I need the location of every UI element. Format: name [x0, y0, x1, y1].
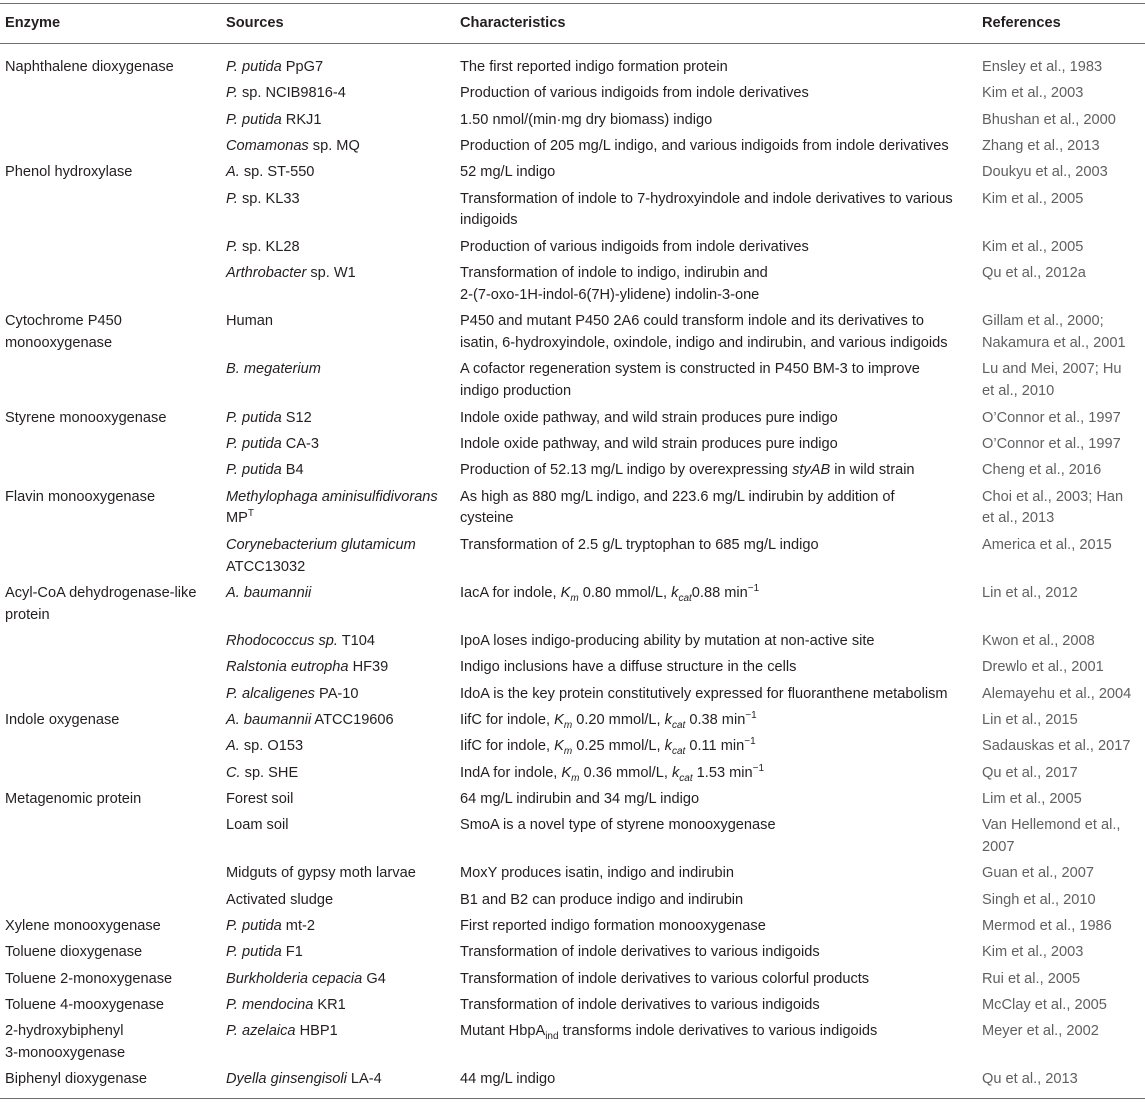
source-cell: Corynebacterium glutamicum — [226, 536, 416, 553]
enzyme-cell: Naphthalene dioxygenase — [5, 59, 174, 75]
characteristics-cell: Transformation of indole derivatives to various colorful products — [460, 970, 870, 987]
source-cell: Burkholderia cepacia G4 — [226, 970, 386, 987]
reference-cell: Rui et al., 2005 — [982, 970, 1081, 987]
source-cell: P. putida S12 — [226, 409, 312, 426]
reference-cell: America et al., 2015 — [982, 536, 1112, 553]
enzyme-cell: Cytochrome P450 — [5, 313, 122, 330]
source-cell: P. putida RKJ1 — [226, 111, 322, 128]
source-cell: P. sp. KL33 — [226, 190, 300, 207]
bottom-rule — [0, 1098, 1145, 1099]
source-cell: P. sp. KL28 — [226, 238, 300, 255]
source-cell: Activated sludge — [226, 891, 334, 908]
header-rule — [0, 43, 1145, 44]
reference-cell: Guan et al., 2007 — [982, 865, 1094, 882]
enzyme-cell: Indole oxygenase — [5, 712, 120, 728]
source-cell: A. sp. O153 — [226, 738, 304, 755]
enzyme-cell: Biphenyl dioxygenase — [5, 1071, 147, 1088]
characteristics-cell: SmoA is a novel type of styrene monooxygenase — [460, 817, 776, 834]
header-references: References — [982, 15, 1061, 31]
source-cell: A. baumannii — [226, 584, 312, 601]
characteristics-cell: Transformation of 2.5 g/L tryptophan to 685 mg/L indigo — [460, 536, 819, 553]
reference-cell: Cheng et al., 2016 — [982, 462, 1102, 479]
enzyme-cell: 3-monooxygenase — [5, 1045, 126, 1062]
characteristics-cell: indigoids — [460, 212, 518, 229]
characteristics-cell: Transformation of indole to indigo, indirubin and — [460, 265, 768, 281]
reference-cell: Qu et al., 2013 — [982, 1071, 1078, 1088]
enzyme-cell: Metagenomic protein — [5, 790, 142, 807]
source-cell: Human — [226, 313, 274, 330]
characteristics-cell: First reported indigo formation monooxygenase — [460, 918, 766, 934]
characteristics-cell: B1 and B2 can produce indigo and indirubin — [460, 891, 744, 908]
source-cell: P. putida PpG7 — [226, 59, 324, 75]
source-cell: Midguts of gypsy moth larvae — [226, 865, 416, 882]
characteristics-cell: 1.50 nmol/(min·mg dry biomass) indigo — [460, 111, 713, 128]
source-cell: Arthrobacter sp. W1 — [226, 265, 356, 281]
source-cell: Rhodococcus sp. T104 — [226, 633, 376, 650]
enzyme-cell: Styrene monooxygenase — [5, 409, 167, 426]
enzyme-cell: Flavin monooxygenase — [5, 488, 156, 505]
enzyme-cell: Toluene 2-monoxygenase — [5, 970, 173, 987]
reference-cell: Alemayehu et al., 2004 — [982, 685, 1132, 702]
reference-cell: O’Connor et al., 1997 — [982, 435, 1121, 452]
characteristics-cell: As high as 880 mg/L indigo, and 223.6 mg/L indirubin by addition of — [460, 488, 895, 505]
enzyme-cell: Phenol hydroxylase — [5, 164, 133, 181]
enzyme-cell: Xylene monooxygenase — [5, 918, 161, 934]
characteristics-cell: P450 and mutant P450 2A6 could transform indole and its derivatives to — [460, 313, 925, 330]
header-sources: Sources — [226, 15, 284, 31]
characteristics-cell: Transformation of indole derivatives to various indigoids — [460, 944, 820, 961]
characteristics-cell: Production of various indigoids from indole derivatives — [460, 85, 809, 102]
source-cell: C. sp. SHE — [226, 764, 299, 781]
characteristics-cell: Transformation of indole derivatives to various indigoids — [460, 996, 820, 1013]
reference-cell: Doukyu et al., 2003 — [982, 164, 1108, 181]
source-cell: Comamonas sp. MQ — [226, 137, 360, 154]
reference-cell: Bhushan et al., 2000 — [982, 111, 1116, 128]
characteristics-cell: indigo production — [460, 383, 572, 400]
reference-cell: Lin et al., 2012 — [982, 584, 1078, 601]
reference-cell: Mermod et al., 1986 — [982, 918, 1112, 934]
source-cell: P. putida B4 — [226, 462, 304, 479]
source-cell: $MP^T$ — [226, 508, 254, 527]
source-cell: Loam soil — [226, 817, 289, 834]
source-cell: P. putida CA-3 — [226, 435, 320, 452]
reference-cell: Ensley et al., 1983 — [982, 59, 1103, 75]
reference-cell: Choi et al., 2003; Han — [982, 488, 1124, 505]
characteristics-cell: 44 mg/L indigo — [460, 1071, 556, 1088]
reference-cell: Qu et al., 2017 — [982, 764, 1078, 781]
header-characteristics: Characteristics — [460, 15, 566, 31]
reference-cell: Gillam et al., 2000; — [982, 313, 1104, 330]
reference-cell: Lu and Mei, 2007; Hu — [982, 361, 1122, 378]
characteristics-cell: IifC for indole, $K_m$ 0.20 mmol/L, $k_{cat}$ 0.38 $\min^{-1}$ — [460, 710, 757, 731]
reference-cell: McClay et al., 2005 — [982, 996, 1107, 1013]
source-cell: P. azelaica HBP1 — [226, 1023, 338, 1040]
reference-cell: 2007 — [982, 839, 1015, 856]
characteristics-cell: IifC for indole, $K_m$ 0.25 mmol/L, $k_{cat}$ 0.11 $\min^{-1}$ — [460, 736, 756, 758]
enzyme-cell: 2-hydroxybiphenyl — [5, 1023, 124, 1040]
source-cell: A. sp. ST-550 — [226, 164, 315, 181]
enzyme-cell: monooxygenase — [5, 335, 113, 352]
characteristics-cell: Indole oxide pathway, and wild strain produces pure indigo — [460, 409, 838, 426]
characteristics-cell: cysteine — [460, 510, 514, 527]
reference-cell: Zhang et al., 2013 — [982, 137, 1100, 154]
source-cell: P. sp. NCIB9816-4 — [226, 85, 346, 102]
characteristics-cell: Production of 52.13 mg/L indigo by overexpressing styAB in wild strain — [460, 462, 915, 479]
characteristics-cell: MoxY produces isatin, indigo and indirubin — [460, 865, 734, 882]
characteristics-cell: Indole oxide pathway, and wild strain produces pure indigo — [460, 435, 838, 452]
characteristics-cell: 52 mg/L indigo — [460, 164, 556, 181]
characteristics-cell: IndA for indole, $K_m$ 0.36 mmol/L, $k_{cat}$ 1.53 $\min^{-1}$ — [460, 762, 765, 784]
characteristics-cell: Mutant HbpA$_{ind}$ transforms indole derivatives to various indigoids — [460, 1023, 878, 1043]
reference-cell: Lin et al., 2015 — [982, 712, 1078, 728]
source-cell: Dyella ginsengisoli LA-4 — [226, 1071, 382, 1088]
top-rule — [0, 3, 1145, 4]
reference-cell: et al., 2013 — [982, 510, 1055, 527]
enzyme-cell: protein — [5, 606, 50, 623]
reference-cell: Van Hellemond et al., — [982, 817, 1121, 834]
reference-cell: Lim et al., 2005 — [982, 790, 1082, 807]
reference-cell: Nakamura et al., 2001 — [982, 335, 1126, 352]
enzyme-cell: Toluene 4-mooxygenase — [5, 996, 165, 1013]
characteristics-cell: 2-(7-oxo-1H-indol-6(7H)-ylidene) indolin-3-one — [460, 286, 760, 303]
source-cell: B. megaterium — [226, 361, 321, 378]
characteristics-cell: The first reported indigo formation protein — [460, 59, 728, 75]
enzyme-cell: Acyl-CoA dehydrogenase-like — [5, 584, 197, 601]
reference-cell: Singh et al., 2010 — [982, 891, 1096, 908]
characteristics-cell: Transformation of indole to 7-hydroxyindole and indole derivatives to various — [460, 190, 953, 207]
reference-cell: Kim et al., 2005 — [982, 190, 1084, 207]
reference-cell: Kim et al., 2003 — [982, 85, 1084, 102]
source-cell: A. baumannii ATCC19606 — [226, 712, 394, 728]
reference-cell: Sadauskas et al., 2017 — [982, 738, 1131, 755]
characteristics-cell: IpoA loses indigo-producing ability by mutation at non-active site — [460, 633, 875, 650]
source-cell: Ralstonia eutropha HF39 — [226, 659, 389, 676]
reference-cell: Kwon et al., 2008 — [982, 633, 1095, 650]
characteristics-cell: A cofactor regeneration system is constructed in P450 BM-3 to improve — [460, 361, 920, 378]
header-enzyme: Enzyme — [5, 15, 61, 31]
source-cell: P. mendocina KR1 — [226, 996, 346, 1013]
characteristics-cell: IacA for indole, $K_m$ 0.80 mmol/L, $k_{cat}0.88$ $\min^{-1}$ — [460, 583, 760, 604]
reference-cell: et al., 2010 — [982, 383, 1055, 400]
characteristics-cell: isatin, 6-hydroxyindole, oxindole, indigo and indirubin, and various indigoids — [460, 335, 948, 352]
source-cell: ATCC13032 — [226, 558, 306, 575]
source-cell: Methylophaga aminisulfidivorans — [226, 488, 438, 505]
characteristics-cell: Production of various indigoids from indole derivatives — [460, 238, 809, 255]
characteristics-cell: IdoA is the key protein constitutively expressed for fluoranthene metabolism — [460, 685, 948, 702]
enzyme-cell: Toluene dioxygenase — [5, 944, 143, 961]
source-cell: P. putida F1 — [226, 944, 303, 961]
reference-cell: Kim et al., 2005 — [982, 238, 1084, 255]
characteristics-cell: Production of 205 mg/L indigo, and various indigoids from indole derivatives — [460, 137, 949, 154]
reference-cell: Meyer et al., 2002 — [982, 1023, 1099, 1040]
reference-cell: Qu et al., 2012a — [982, 265, 1086, 281]
characteristics-cell: Indigo inclusions have a diffuse structure in the cells — [460, 659, 797, 676]
source-cell: P. alcaligenes PA-10 — [226, 685, 359, 702]
characteristics-cell: 64 mg/L indirubin and 34 mg/L indigo — [460, 790, 700, 807]
reference-cell: O’Connor et al., 1997 — [982, 409, 1121, 426]
source-cell: Forest soil — [226, 790, 294, 807]
source-cell: P. putida mt-2 — [226, 918, 315, 934]
reference-cell: Drewlo et al., 2001 — [982, 659, 1104, 676]
reference-cell: Kim et al., 2003 — [982, 944, 1084, 961]
